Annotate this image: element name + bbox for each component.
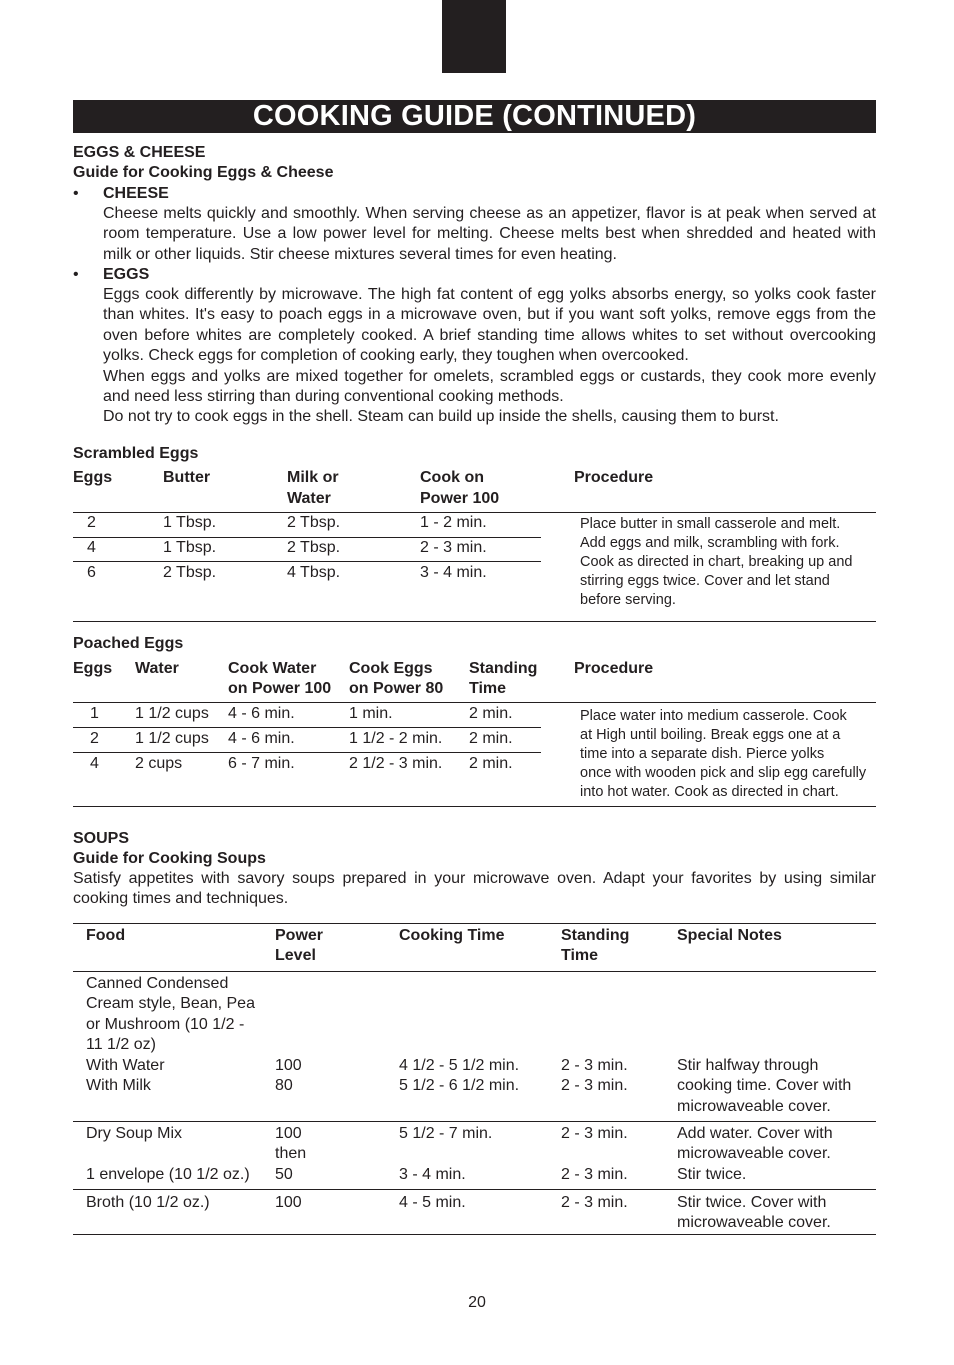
soups-dry-time bbox=[399, 1124, 492, 1185]
eggs-title: EGGS bbox=[103, 266, 150, 283]
soups-header-notes: Special Notes bbox=[677, 927, 782, 944]
soups-canned-time-line: 5 1/2 - 6 1/2 min. bbox=[399, 1077, 520, 1095]
scrambled-procedure-line: Place butter in small casserole and melt. bbox=[580, 516, 841, 532]
scrambled-row1-milk: 2 Tbsp. bbox=[287, 514, 341, 531]
scrambled-row1-eggs: 2 bbox=[87, 514, 96, 531]
soups-dry-standing-line: 2 - 3 min. bbox=[561, 1125, 628, 1142]
poached-header-cook-eggs-1: Cook Eggs bbox=[349, 660, 433, 677]
soups-canned-standing-line: 2 - 3 min. bbox=[561, 1057, 628, 1074]
soups-canned-notes-line: Stir halfway through bbox=[677, 1057, 819, 1074]
soups-dry-time-line: 3 - 4 min. bbox=[399, 1165, 466, 1183]
poached-header-cook-water-2: on Power 100 bbox=[228, 680, 332, 697]
poached-eggs-title: Poached Eggs bbox=[73, 635, 184, 652]
subheading-eggs-cheese-guide: Guide for Cooking Eggs & Cheese bbox=[73, 164, 334, 181]
scrambled-procedure-line: stirring eggs twice. Cover and let stand bbox=[580, 573, 830, 589]
soups-header-food: Food bbox=[86, 927, 126, 944]
scrambled-row-rule bbox=[73, 561, 541, 562]
bullet-eggs: • bbox=[73, 266, 79, 283]
soups-broth-notes-line: Stir twice. Cover with bbox=[677, 1194, 827, 1211]
soups-dry-power-line: 100 bbox=[275, 1125, 302, 1142]
poached-row3-cook-water: 6 - 7 min. bbox=[228, 755, 295, 772]
soups-broth-food: Broth (10 1/2 oz.) bbox=[86, 1194, 210, 1211]
page-title: COOKING GUIDE (CONTINUED) bbox=[73, 100, 876, 133]
poached-procedure bbox=[580, 707, 875, 802]
cheese-paragraph bbox=[103, 204, 876, 265]
poached-header-cook-eggs-2: on Power 80 bbox=[349, 680, 444, 697]
poached-header-standing-1: Standing bbox=[469, 660, 538, 677]
subheading-soups-guide: Guide for Cooking Soups bbox=[73, 850, 266, 867]
soups-canned-power-line: 80 bbox=[275, 1077, 293, 1095]
eggs-text-2: When eggs and yolks are mixed together for omelets, scrambled eggs or custards, they cook more evenly and need less stirring than during conventional cooking methods. bbox=[103, 367, 876, 406]
soups-header-standing-2: Time bbox=[561, 947, 599, 964]
page-number: 20 bbox=[468, 1294, 486, 1311]
soups-canned-notes-line: cooking time. Cover with bbox=[677, 1077, 852, 1095]
scrambled-bottom-rule bbox=[73, 621, 876, 622]
eggs-paragraph bbox=[103, 285, 876, 428]
soups-canned-food-line: With Milk bbox=[86, 1077, 151, 1095]
eggs-text-1: Eggs cook differently by microwave. The high fat content of egg yolks absorbs energy, so yolks cook faster than whites. It's easy to poach eggs in a microwave oven, but if you want soft yolks, remove eggs from the oven before whites are completely cooked. A brief standing time allows whites to set without overcooking yolks. Check eggs for completion of cooking early, they toughen when overcooked. bbox=[103, 286, 876, 365]
soups-intro: Satisfy appetites with savory soups prepared in your microwave oven. Adapt your favorites by using similar cooking times and techniques. bbox=[73, 870, 876, 908]
soups-broth-notes-line: microwaveable cover. bbox=[677, 1214, 831, 1232]
soups-top-rule bbox=[73, 923, 876, 924]
soups-canned-standing-line: 2 - 3 min. bbox=[561, 1077, 628, 1095]
poached-header-water: Water bbox=[135, 660, 179, 677]
poached-procedure-line: Place water into medium casserole. Cook bbox=[580, 708, 847, 724]
soups-canned-time-line: 4 1/2 - 5 1/2 min. bbox=[399, 1057, 520, 1074]
poached-bottom-rule bbox=[73, 806, 876, 807]
scrambled-procedure-line: Cook as directed in chart, breaking up and bbox=[580, 554, 853, 570]
scrambled-row2-cook: 2 - 3 min. bbox=[420, 539, 487, 556]
poached-row1-eggs: 1 bbox=[90, 705, 99, 722]
soups-canned-food-line: or Mushroom (10 1/2 - bbox=[86, 1015, 245, 1033]
soups-canned-power bbox=[275, 1056, 302, 1097]
scrambled-eggs-title: Scrambled Eggs bbox=[73, 445, 199, 462]
soups-dry-food-line: 1 envelope (10 1/2 oz.) bbox=[86, 1165, 250, 1183]
soups-broth-standing: 2 - 3 min. bbox=[561, 1194, 628, 1211]
scrambled-header-cook-1: Cook on bbox=[420, 469, 484, 486]
poached-row-rule bbox=[73, 727, 541, 728]
poached-row1-cook-eggs: 1 min. bbox=[349, 705, 393, 722]
soups-canned-food-line: 11 1/2 oz) bbox=[86, 1036, 156, 1054]
scrambled-header-milk-1: Milk or bbox=[287, 469, 339, 486]
poached-row3-cook-eggs: 2 1/2 - 3 min. bbox=[349, 755, 443, 772]
scrambled-procedure-line: before serving. bbox=[580, 592, 676, 608]
scrambled-procedure-line: Add eggs and milk, scrambling with fork. bbox=[580, 535, 840, 551]
scrambled-header-procedure: Procedure bbox=[574, 469, 654, 486]
soups-dry-notes bbox=[677, 1124, 833, 1185]
poached-row2-eggs: 2 bbox=[90, 730, 99, 747]
soups-canned-food-line: With Water bbox=[86, 1056, 165, 1074]
scrambled-row1-cook: 1 - 2 min. bbox=[420, 514, 487, 531]
soups-canned-food bbox=[86, 974, 255, 1096]
scrambled-header-eggs: Eggs bbox=[73, 469, 113, 486]
poached-row1-standing: 2 min. bbox=[469, 705, 513, 722]
poached-procedure-line: into hot water. Cook as directed in chart. bbox=[580, 784, 839, 800]
soups-bottom-rule bbox=[73, 1234, 876, 1235]
soups-dry-food-line: Dry Soup Mix bbox=[86, 1125, 183, 1142]
poached-header-rule bbox=[73, 702, 876, 703]
poached-row-rule bbox=[73, 752, 541, 753]
poached-row2-cook-eggs: 1 1/2 - 2 min. bbox=[349, 730, 443, 747]
soups-canned-food-line: Cream style, Bean, Pea bbox=[86, 995, 255, 1013]
section-heading-soups: SOUPS bbox=[73, 830, 130, 847]
soups-broth-notes bbox=[677, 1193, 831, 1234]
poached-row2-standing: 2 min. bbox=[469, 730, 513, 747]
scrambled-header-milk-2: Water bbox=[287, 490, 331, 507]
scrambled-row3-butter: 2 Tbsp. bbox=[163, 564, 217, 581]
scrambled-row2-butter: 1 Tbsp. bbox=[163, 539, 217, 556]
soups-dry-notes-line: Stir twice. bbox=[677, 1165, 747, 1183]
scrambled-header-cook-2: Power 100 bbox=[420, 490, 500, 507]
soups-dry-power-line: then bbox=[275, 1145, 307, 1163]
soups-canned-power-line: 100 bbox=[275, 1057, 302, 1074]
soups-broth-power: 100 bbox=[275, 1194, 302, 1211]
soups-canned-notes-line: microwaveable cover. bbox=[677, 1097, 831, 1115]
soups-canned-time bbox=[399, 1056, 519, 1097]
poached-row3-eggs: 4 bbox=[90, 755, 99, 772]
soups-header-rule bbox=[73, 971, 876, 972]
poached-header-standing-2: Time bbox=[469, 680, 507, 697]
soups-header-power-2: Level bbox=[275, 947, 316, 964]
soups-row-rule bbox=[73, 1121, 876, 1122]
poached-row3-water: 2 cups bbox=[135, 755, 183, 772]
scrambled-procedure bbox=[580, 515, 875, 610]
soups-dry-power bbox=[275, 1124, 306, 1185]
poached-header-procedure: Procedure bbox=[574, 660, 654, 677]
scrambled-header-butter: Butter bbox=[163, 469, 211, 486]
soups-dry-power-line: 50 bbox=[275, 1165, 293, 1183]
scrambled-row3-eggs: 6 bbox=[87, 564, 96, 581]
scrambled-row3-cook: 3 - 4 min. bbox=[420, 564, 487, 581]
soups-dry-food bbox=[86, 1124, 250, 1185]
section-heading-eggs-cheese: EGGS & CHEESE bbox=[73, 144, 206, 161]
scrambled-row2-eggs: 4 bbox=[87, 539, 96, 556]
soups-canned-standing bbox=[561, 1056, 628, 1097]
eggs-text-3: Do not try to cook eggs in the shell. Steam can build up inside the shells, causing them to burst. bbox=[103, 408, 779, 426]
poached-header-eggs: Eggs bbox=[73, 660, 113, 677]
poached-procedure-line: at High until boiling. Break eggs one at a bbox=[580, 727, 841, 743]
poached-row2-water: 1 1/2 cups bbox=[135, 730, 209, 747]
poached-row2-cook-water: 4 - 6 min. bbox=[228, 730, 295, 747]
soups-canned-notes bbox=[677, 1056, 851, 1117]
poached-procedure-line: once with wooden pick and slip egg carefully bbox=[580, 765, 867, 781]
cheese-text: Cheese melts quickly and smoothly. When serving cheese as an appetizer, flavor is at peak when served at room temperature. Use a low power level for melting. Cheese melts best when shredded and heated with milk or other liquids. Stir cheese mixtures several times for even heating. bbox=[103, 205, 876, 263]
scrambled-row1-butter: 1 Tbsp. bbox=[163, 514, 217, 531]
soups-header-cooking-time: Cooking Time bbox=[399, 927, 505, 944]
soups-dry-standing-line: 2 - 3 min. bbox=[561, 1165, 628, 1183]
bullet-cheese: • bbox=[73, 185, 79, 202]
soups-dry-notes-line: microwaveable cover. bbox=[677, 1145, 831, 1163]
poached-row1-cook-water: 4 - 6 min. bbox=[228, 705, 295, 722]
poached-procedure-line: time into a separate dish. Pierce yolks bbox=[580, 746, 825, 762]
poached-header-cook-water-1: Cook Water bbox=[228, 660, 317, 677]
soups-dry-notes-line: Add water. Cover with bbox=[677, 1125, 833, 1142]
soups-row-rule bbox=[73, 1189, 876, 1190]
soups-dry-standing bbox=[561, 1124, 628, 1185]
soups-dry-time-line: 5 1/2 - 7 min. bbox=[399, 1125, 493, 1142]
soups-header-standing-1: Standing bbox=[561, 927, 630, 944]
page-tab-marker bbox=[442, 0, 506, 73]
soups-broth-time: 4 - 5 min. bbox=[399, 1194, 466, 1211]
soups-header-power-1: Power bbox=[275, 927, 324, 944]
poached-row3-standing: 2 min. bbox=[469, 755, 513, 772]
poached-row1-water: 1 1/2 cups bbox=[135, 705, 209, 722]
scrambled-row3-milk: 4 Tbsp. bbox=[287, 564, 341, 581]
cheese-title: CHEESE bbox=[103, 185, 169, 202]
scrambled-row2-milk: 2 Tbsp. bbox=[287, 539, 341, 556]
soups-canned-food-line: Canned Condensed bbox=[86, 975, 229, 992]
